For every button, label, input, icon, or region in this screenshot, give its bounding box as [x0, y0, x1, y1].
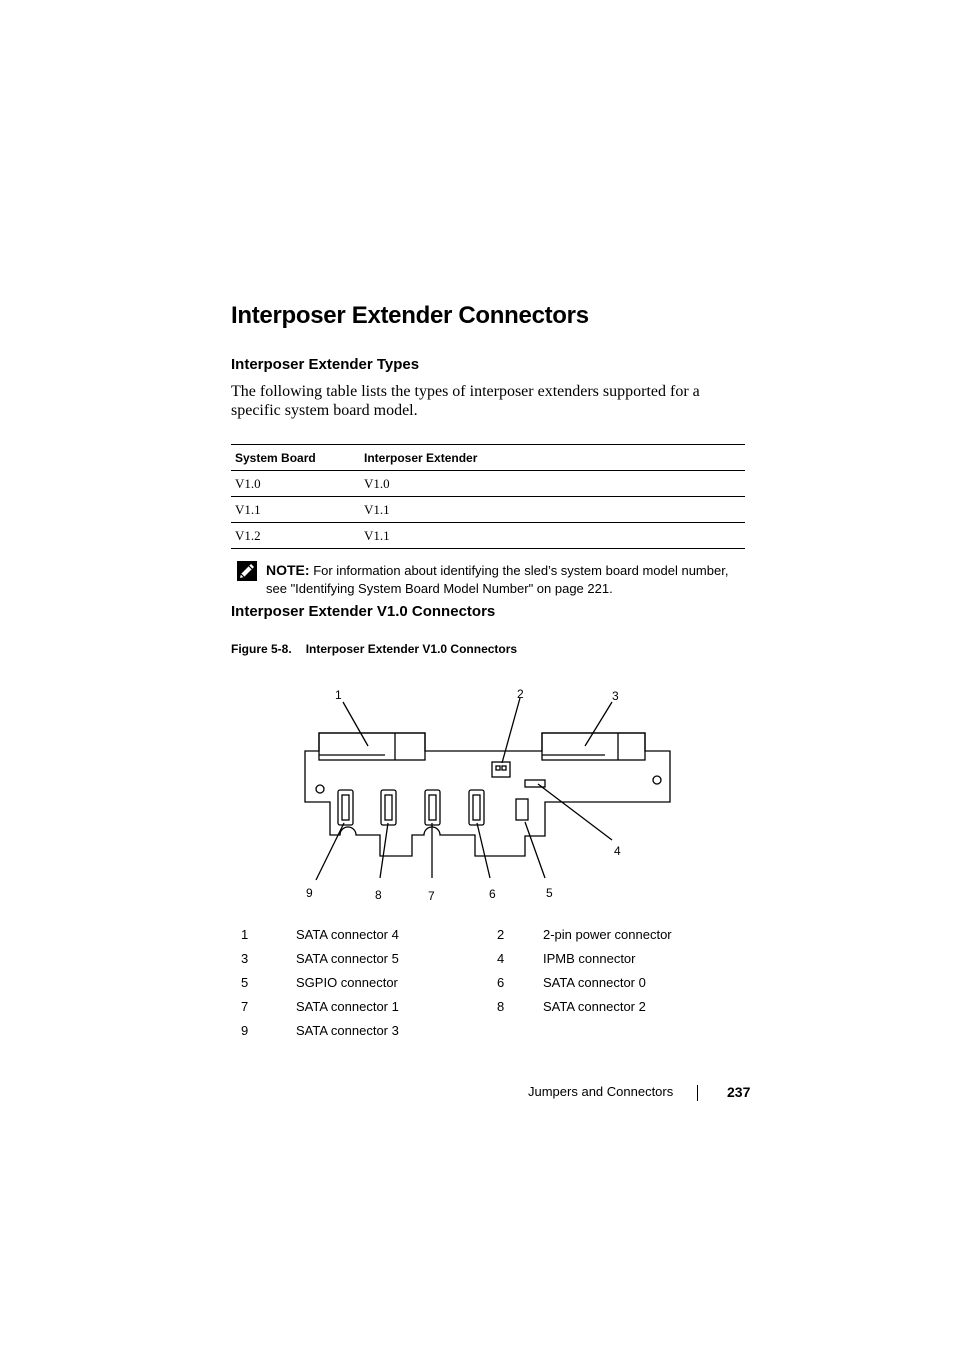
table-cell: V1.0: [231, 471, 360, 497]
callout-5: 5: [546, 886, 553, 900]
legend-label: SGPIO connector: [296, 974, 398, 990]
callout-2: 2: [517, 687, 524, 701]
legend-num: 5: [241, 974, 249, 990]
figure-caption: [231, 642, 517, 656]
callout-7: 7: [428, 889, 435, 903]
legend-label: SATA connector 0: [543, 974, 646, 990]
header-interposer-extender: Interposer Extender: [360, 445, 745, 471]
figure-legend: [231, 922, 743, 1042]
table-header-row: [231, 445, 745, 471]
legend-num: 9: [241, 1022, 249, 1038]
legend-num: 6: [497, 974, 505, 990]
header-system-board: System Board: [231, 445, 360, 471]
table-row: [231, 523, 745, 549]
legend-label: SATA connector 2: [543, 998, 646, 1014]
legend-num: [497, 1018, 543, 1042]
legend-row: [231, 970, 743, 994]
note-label: NOTE:: [266, 562, 310, 578]
pencil-note-icon: [236, 560, 258, 582]
footer-section: Jumpers and Connectors: [528, 1084, 674, 1099]
legend-label: SATA connector 3: [296, 1022, 399, 1038]
legend-num: 7: [241, 998, 249, 1014]
ipmb-connector: [525, 780, 545, 787]
table-cell: V1.1: [231, 497, 360, 523]
leader-line-5: [525, 822, 545, 878]
table-cell: V1.0: [360, 471, 745, 497]
interposer-extender-diagram: [300, 680, 680, 910]
legend-label: SATA connector 5: [296, 950, 399, 966]
section-heading-v10: Interposer Extender V1.0 Connectors: [231, 603, 496, 620]
note-text-line-1: For information about identifying the sled’s system board model number,: [313, 563, 729, 578]
callout-4: 4: [614, 844, 621, 858]
note-text-line-2: see "Identifying System Board Model Number" on page 221.: [266, 581, 613, 596]
intro-paragraph: [231, 382, 751, 420]
interposer-types-table: [231, 444, 745, 549]
leader-line-4: [538, 784, 612, 840]
footer-divider: [697, 1085, 698, 1101]
legend-label: SATA connector 4: [296, 926, 399, 942]
callout-6: 6: [489, 887, 496, 901]
figure-label: Figure 5-8.: [231, 642, 292, 656]
leader-line-1: [343, 702, 368, 746]
table-cell: V1.2: [231, 523, 360, 549]
figure-title: Interposer Extender V1.0 Connectors: [305, 642, 518, 656]
table-row: [231, 471, 745, 497]
callout-8: 8: [375, 888, 382, 902]
section-heading-types: Interposer Extender Types: [231, 356, 420, 373]
callout-1: 1: [335, 688, 342, 702]
intro-line-1: The following table lists the types of interposer extenders supported for a: [231, 383, 700, 400]
legend-num: 3: [241, 950, 249, 966]
page-number: 237: [727, 1084, 751, 1100]
callout-9: 9: [306, 886, 313, 900]
sata-connector-4-housing: [319, 733, 425, 760]
legend-row: [231, 1018, 743, 1042]
page-title: Interposer Extender Connectors: [231, 302, 589, 329]
table-cell: V1.1: [360, 497, 745, 523]
legend-label: IPMB connector: [543, 950, 636, 966]
leader-line-3: [585, 702, 612, 746]
mounting-hole-left: [316, 785, 324, 793]
legend-row: [231, 994, 743, 1018]
legend-row: [231, 922, 743, 946]
legend-label: 2-pin power connector: [543, 926, 672, 942]
mounting-hole-right: [653, 776, 661, 784]
table-row: [231, 497, 745, 523]
power-connector-2pin: [492, 762, 510, 777]
legend-label: SATA connector 1: [296, 998, 399, 1014]
board-outline: [305, 733, 670, 856]
note: [266, 561, 746, 598]
leader-line-2: [502, 698, 520, 763]
legend-label: [543, 1018, 743, 1042]
leader-line-6: [477, 823, 490, 878]
legend-num: 8: [497, 998, 505, 1014]
sata-connector-5-housing: [542, 733, 645, 760]
legend-num: 4: [497, 950, 505, 966]
legend-num: 1: [241, 926, 249, 942]
sgpio-connector: [516, 799, 528, 820]
intro-line-2: specific system board model.: [231, 402, 418, 419]
callout-3: 3: [612, 689, 619, 703]
legend-num: 2: [497, 926, 505, 942]
leader-line-8: [380, 823, 388, 878]
table-cell: V1.1: [360, 523, 745, 549]
legend-row: [231, 946, 743, 970]
